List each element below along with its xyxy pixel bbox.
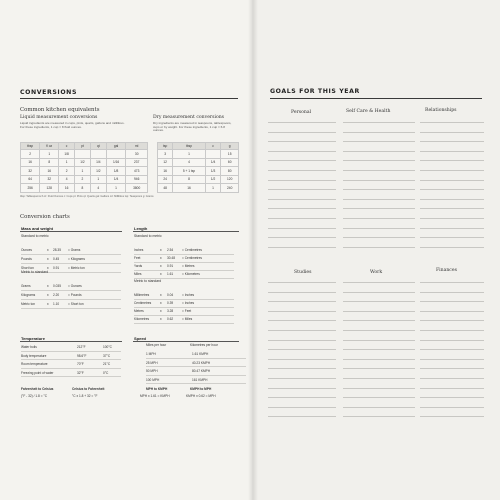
dry-cell: 5 + 1 tsp (173, 167, 205, 176)
liquid-cell: 256 (21, 184, 40, 193)
conversion-cell: 1.10 (53, 302, 60, 306)
dry-table (157, 142, 239, 193)
goal-line[interactable] (343, 388, 415, 389)
goal-line[interactable] (268, 151, 336, 152)
conversion-cell: 0.91 (53, 266, 60, 270)
conversion-cell: = Short ton (68, 302, 84, 306)
goal-line[interactable] (268, 292, 336, 293)
liquid-cell: 8 (40, 158, 59, 167)
conversion-cell: 0.04 (167, 293, 174, 297)
liquid-cell: 1 (90, 175, 106, 184)
conversion-cell: x (160, 293, 162, 297)
conversion-cell: Water boils (21, 345, 37, 349)
dry-header-cell: tbsp (173, 143, 205, 150)
conversion-cell: 100°C (103, 345, 112, 349)
c-to-f-title: Celsius to Fahrenheit (72, 387, 105, 391)
goal-line[interactable] (268, 170, 336, 171)
table-row (21, 175, 148, 184)
liquid-cell: 1 (106, 184, 126, 193)
goal-line[interactable] (420, 170, 484, 171)
table-row (158, 158, 239, 167)
liquid-cell (106, 150, 126, 159)
goal-line[interactable] (420, 340, 484, 341)
goal-line[interactable] (343, 160, 415, 161)
goal-line[interactable] (343, 349, 415, 350)
mass-title: Mass and weight (20, 226, 122, 232)
liquid-cell: 2 (59, 167, 75, 176)
goal-line[interactable] (343, 311, 415, 312)
conversion-cell: Ounces (21, 248, 32, 252)
goal-line[interactable] (268, 407, 336, 408)
liquid-cell: 32 (40, 175, 59, 184)
goal-heading-studies: Studies (294, 270, 312, 275)
liquid-cell: 16 (40, 167, 59, 176)
conversion-cell: x (160, 301, 162, 305)
conversion-cell: 30.48 (167, 256, 175, 260)
conversion-cell: Body temperature (21, 353, 47, 358)
liquid-header-cell: fl oz (40, 143, 59, 150)
conversion-cell: = Centimetres (182, 256, 202, 260)
mass-to-standard-title: Metric to standard (21, 270, 49, 274)
goal-heading-personal: Personal (291, 110, 312, 115)
page-gutter (248, 0, 258, 500)
conversion-cell: 0°C (103, 370, 109, 375)
conversion-cell: Metres (134, 309, 144, 313)
goals-title-rule (270, 98, 482, 99)
dry-title: Dry measurement conversions (153, 115, 225, 120)
conversion-cell: x (160, 264, 162, 268)
conversion-cell: 100 MPH (146, 377, 160, 382)
goal-line[interactable] (343, 359, 415, 360)
table-row (158, 150, 239, 159)
conversion-cell: 80.47 KMPH (192, 369, 211, 373)
conversion-cell: x (47, 284, 49, 288)
goal-line[interactable] (343, 397, 415, 398)
dry-cell: 80 (221, 167, 239, 176)
dry-header-cell: c (205, 143, 221, 150)
liquid-note: Liquid ingredients are measured in cups, pints, quarts, gallons and millilitres. For these ingredients, 1 cup = 8 fluid ounces. (20, 121, 125, 129)
goal-line[interactable] (420, 349, 484, 350)
dry-cell: 16 (173, 184, 205, 193)
goal-line[interactable] (268, 180, 336, 181)
conversion-cell: Centimetres (134, 301, 152, 305)
liquid-cell: 1/2 (75, 158, 91, 167)
dry-cell: 24 (158, 175, 173, 184)
dry-cell: 1/4 (205, 158, 221, 167)
goal-line[interactable] (420, 151, 484, 152)
liquid-cell: 3800 (126, 184, 148, 193)
table-row (158, 184, 239, 193)
conversion-cell: Freezing point of water (21, 370, 54, 375)
conversion-charts-title: Conversion charts (20, 214, 70, 220)
conversion-cell: 0.035 (53, 284, 61, 288)
conversion-cell: x (160, 309, 162, 313)
goal-heading-work: Work (370, 270, 383, 275)
goal-line[interactable] (343, 320, 415, 321)
goals-page (252, 0, 500, 500)
liquid-cell: 1/4 (106, 175, 126, 184)
conversion-cell: 21°C (103, 362, 111, 366)
conversion-cell: Inches (134, 248, 144, 252)
table-row (21, 184, 148, 193)
conversion-cell: 98.6°F (77, 353, 87, 358)
dry-cell: 15 (221, 150, 239, 159)
liquid-cell: 32 (21, 167, 40, 176)
f-to-c-formula: (°F - 32) / 1.8 = °C (21, 394, 48, 398)
liquid-cell: 1 (75, 167, 91, 176)
goal-line[interactable] (268, 247, 336, 248)
goal-line[interactable] (420, 122, 484, 123)
goal-line[interactable] (268, 320, 336, 321)
goal-line[interactable] (268, 311, 336, 312)
c-to-f-formula: °C x 1.8 + 32 = °F (72, 394, 98, 398)
goal-line[interactable] (268, 330, 336, 331)
liquid-header-cell: qt (90, 143, 106, 150)
liquid-cell: 8 (75, 184, 91, 193)
dry-cell: 1 (173, 150, 205, 159)
kitchen-subtitle: Common kitchen equivalents (20, 107, 100, 113)
dry-cell: 3 (158, 150, 173, 159)
speed-mph-header: Miles per hour (146, 343, 167, 347)
conversion-cell: = Grams (68, 248, 81, 252)
conversion-cell: Grams (21, 284, 31, 288)
conversion-cell: 0.91 (167, 264, 174, 268)
dry-cell: 48 (158, 184, 173, 193)
liquid-cell: 30 (126, 150, 148, 159)
dry-cell: 240 (221, 184, 239, 193)
conversion-cell: Kilometres (134, 317, 150, 321)
conversions-title: CONVERSIONS (20, 89, 78, 96)
liquid-cell: 1/16 (106, 158, 126, 167)
goal-line[interactable] (343, 218, 415, 219)
conversion-cell: Pounds (21, 257, 32, 261)
liquid-cell: 237 (126, 158, 148, 167)
goal-line[interactable] (343, 340, 415, 341)
goal-line[interactable] (268, 228, 336, 229)
goal-line[interactable] (343, 141, 415, 142)
goal-line[interactable] (268, 218, 336, 219)
conversion-cell: 212°F (77, 345, 86, 349)
dry-cell: 4 (173, 158, 205, 167)
dry-cell: 1/3 (205, 167, 221, 176)
conversion-cell: = Inches (182, 301, 195, 305)
liquid-cell (90, 150, 106, 159)
goal-line[interactable] (343, 170, 415, 171)
kmph-to-mph-title: KMPH to MPH (190, 387, 212, 391)
goal-line[interactable] (420, 228, 484, 229)
conversion-cell: = Kilometres (182, 272, 200, 276)
goal-line[interactable] (343, 292, 415, 293)
conversion-cell: 1.61 KMPH (192, 352, 209, 356)
conversion-cell: Feet (134, 256, 141, 260)
conversion-cell: x (47, 293, 49, 297)
conversion-cell: = Feet (182, 309, 192, 313)
conversion-cell: x (47, 266, 49, 270)
conversion-cell: 40.23 KMPH (192, 360, 211, 365)
dry-header-cell: tsp (158, 143, 173, 150)
goal-line[interactable] (268, 301, 336, 302)
goal-line[interactable] (268, 368, 336, 369)
speed-kmph-header: Kilometres per hour (190, 343, 218, 347)
goal-line[interactable] (420, 199, 484, 200)
kmph-to-mph-formula: KMPH x 0.62 = MPH (186, 394, 216, 398)
liquid-table-header (21, 143, 148, 150)
conversion-cell: = Metres (182, 264, 195, 268)
goal-line[interactable] (420, 330, 484, 331)
goal-line[interactable] (420, 388, 484, 389)
conversion-cell: 32°F (77, 370, 84, 375)
goal-line[interactable] (343, 122, 415, 123)
liquid-cell: 64 (21, 175, 40, 184)
goal-line[interactable] (268, 388, 336, 389)
conversion-cell: 50 MPH (146, 369, 158, 373)
conversion-cell: = Centimetres (182, 248, 202, 252)
goal-line[interactable] (343, 189, 415, 190)
goal-line[interactable] (420, 218, 484, 219)
goal-line[interactable] (420, 397, 484, 398)
dry-header-cell: g (221, 143, 239, 150)
length-to-standard-title: Metric to standard (134, 279, 162, 283)
table-row (21, 167, 148, 176)
goal-line[interactable] (343, 330, 415, 331)
goal-line[interactable] (268, 122, 336, 123)
conversion-cell: 2.54 (167, 248, 174, 252)
liquid-cell: 4 (59, 175, 75, 184)
goal-line[interactable] (343, 247, 415, 248)
goal-line[interactable] (420, 247, 484, 248)
goal-line[interactable] (343, 151, 415, 152)
goal-line[interactable] (343, 407, 415, 408)
goal-line[interactable] (343, 416, 415, 417)
goal-line[interactable] (420, 320, 484, 321)
conversion-cell: Kilograms (21, 293, 36, 297)
liquid-cell: 1/8 (106, 167, 126, 176)
goal-line[interactable] (420, 237, 484, 238)
liquid-cell: 4 (90, 184, 106, 193)
goal-line[interactable] (268, 141, 336, 142)
goal-line[interactable] (343, 282, 415, 283)
liquid-cell: 1 (40, 150, 59, 159)
dry-cell: 1 (205, 184, 221, 193)
conversion-cell: 28.35 (53, 248, 61, 252)
goal-line[interactable] (420, 141, 484, 142)
goal-line[interactable] (343, 228, 415, 229)
goal-line[interactable] (420, 132, 484, 133)
conversion-cell: Yards (134, 264, 143, 268)
conversion-cell: = Miles (182, 317, 193, 321)
f-to-c-title: Fahrenheit to Celsius (21, 387, 54, 391)
goal-line[interactable] (420, 359, 484, 360)
conversion-cell: x (160, 317, 162, 321)
goal-line[interactable] (343, 237, 415, 238)
goal-line[interactable] (420, 180, 484, 181)
conversion-cell: 70°F (77, 362, 84, 366)
table-row (21, 150, 148, 159)
liquid-header-cell: c (59, 143, 75, 150)
liquid-cell: 16 (21, 158, 40, 167)
goal-line[interactable] (420, 368, 484, 369)
conversion-cell: 0.39 (167, 301, 174, 305)
table-row (21, 158, 148, 167)
dry-note: Dry ingredients are measured in teaspoons, tablespoons, cups or by weight. For these ingredients, 1 cup = 6.8 ounces. (153, 121, 232, 133)
goal-line[interactable] (343, 378, 415, 379)
goals-title: GOALS FOR THIS YEAR (270, 88, 360, 95)
goal-line[interactable] (268, 378, 336, 379)
conversion-cell: x (47, 302, 49, 306)
liquid-header-cell: pt (75, 143, 91, 150)
goal-line[interactable] (268, 340, 336, 341)
goal-line[interactable] (420, 407, 484, 408)
dry-cell: 60 (221, 158, 239, 167)
liquid-header-cell: tbsp (21, 143, 40, 150)
goal-line[interactable] (420, 160, 484, 161)
goal-line[interactable] (420, 292, 484, 293)
goal-line[interactable] (268, 189, 336, 190)
liquid-cell: 2 (21, 150, 40, 159)
dry-cell: 16 (158, 167, 173, 176)
conversion-cell: Miles (134, 272, 142, 276)
liquid-cell: 473 (126, 167, 148, 176)
goal-line[interactable] (343, 132, 415, 133)
liquid-cell: 2 (75, 175, 91, 184)
goal-heading-finances: Finances (436, 268, 457, 273)
goal-line[interactable] (268, 237, 336, 238)
conversion-cell: = Inches (182, 293, 195, 297)
liquid-header-cell: gal (106, 143, 126, 150)
mass-to-metric-title: Standard to metric (21, 234, 49, 238)
length-title: Length (133, 226, 239, 232)
length-to-metric-title: Standard to metric (134, 234, 162, 238)
speed-title: Speed (133, 336, 239, 342)
dry-cell (205, 150, 221, 159)
liquid-cell: 1/4 (90, 158, 106, 167)
conversion-cell: Metric ton (21, 302, 35, 306)
goal-line[interactable] (343, 301, 415, 302)
mph-to-kmph-title: MPH to KMPH (146, 387, 168, 391)
goal-line[interactable] (420, 416, 484, 417)
goal-line[interactable] (343, 199, 415, 200)
goal-line[interactable] (343, 208, 415, 209)
goal-line[interactable] (420, 301, 484, 302)
liquid-title: Liquid measurement conversions (20, 115, 98, 120)
goal-heading-self-care: Self Care & Health (346, 109, 391, 114)
goal-line[interactable] (420, 208, 484, 209)
liquid-cell: 946 (126, 175, 148, 184)
liquid-cell (75, 150, 91, 159)
goal-line[interactable] (420, 282, 484, 283)
conversion-cell: = Ounces (68, 284, 82, 288)
conversion-cell: x (160, 248, 162, 252)
goal-line[interactable] (420, 378, 484, 379)
goal-line[interactable] (268, 349, 336, 350)
conversion-cell: 3.28 (167, 309, 174, 313)
goal-line[interactable] (268, 199, 336, 200)
liquid-cell: 1/8 (59, 150, 75, 159)
goal-line[interactable] (268, 160, 336, 161)
goal-line[interactable] (343, 368, 415, 369)
liquid-header-cell: ml (126, 143, 148, 150)
conversion-cell: = Kilograms (68, 257, 85, 261)
liquid-cell: 128 (40, 184, 59, 193)
table-row (158, 167, 239, 176)
title-rule (20, 98, 238, 99)
conversion-cell: x (160, 272, 162, 276)
conversion-cell: 2.20 (53, 293, 60, 297)
goal-line[interactable] (343, 180, 415, 181)
goal-line[interactable] (420, 189, 484, 190)
dry-table-header (158, 143, 239, 150)
conversion-cell: Short ton (21, 266, 34, 270)
liquid-table (20, 142, 148, 193)
liquid-cell: 16 (59, 184, 75, 193)
conversion-cell: 25 MPH (146, 360, 158, 365)
conversion-cell: 1.61 (167, 272, 174, 276)
goal-line[interactable] (268, 397, 336, 398)
dry-cell: 120 (221, 175, 239, 184)
conversion-cell: x (47, 248, 49, 252)
goal-line[interactable] (268, 282, 336, 283)
conversion-cell: x (47, 257, 49, 261)
table-row (158, 175, 239, 184)
liquid-cell: 1 (59, 158, 75, 167)
goal-line[interactable] (420, 311, 484, 312)
goal-line[interactable] (268, 359, 336, 360)
abbreviation-legend: tbsp: Tablespoons fl oz: Fluid Ounces c: Cups pt: Pints qt: Quarts gal: Gallons ml: Millilitres tsp: Teaspoons g: Grams (20, 195, 154, 198)
conversion-cell: 1 MPH (146, 352, 156, 356)
goal-line[interactable] (268, 132, 336, 133)
conversion-cell: Millimetres (134, 293, 150, 297)
conversion-cell: 37°C (103, 353, 111, 358)
goal-line[interactable] (268, 208, 336, 209)
conversion-cell: Room temperature (21, 362, 48, 366)
temperature-title: Temperature (20, 336, 122, 342)
liquid-cell: 1/2 (90, 167, 106, 176)
conversion-cell: 0.62 (167, 317, 174, 321)
mph-to-kmph-formula: MPH x 1.61 = KMPH (140, 394, 170, 398)
conversion-cell: = Metric ton (68, 266, 85, 270)
conversion-cell: = Pounds (68, 293, 82, 297)
dry-cell: 12 (158, 158, 173, 167)
dry-cell: 8 (173, 175, 205, 184)
conversion-cell: 161 KMPH (192, 377, 208, 382)
conversion-cell: 0.45 (53, 257, 60, 261)
goal-heading-relationships: Relationships (425, 108, 457, 113)
dry-cell: 1/2 (205, 175, 221, 184)
goal-line[interactable] (268, 416, 336, 417)
conversion-cell: x (160, 256, 162, 260)
